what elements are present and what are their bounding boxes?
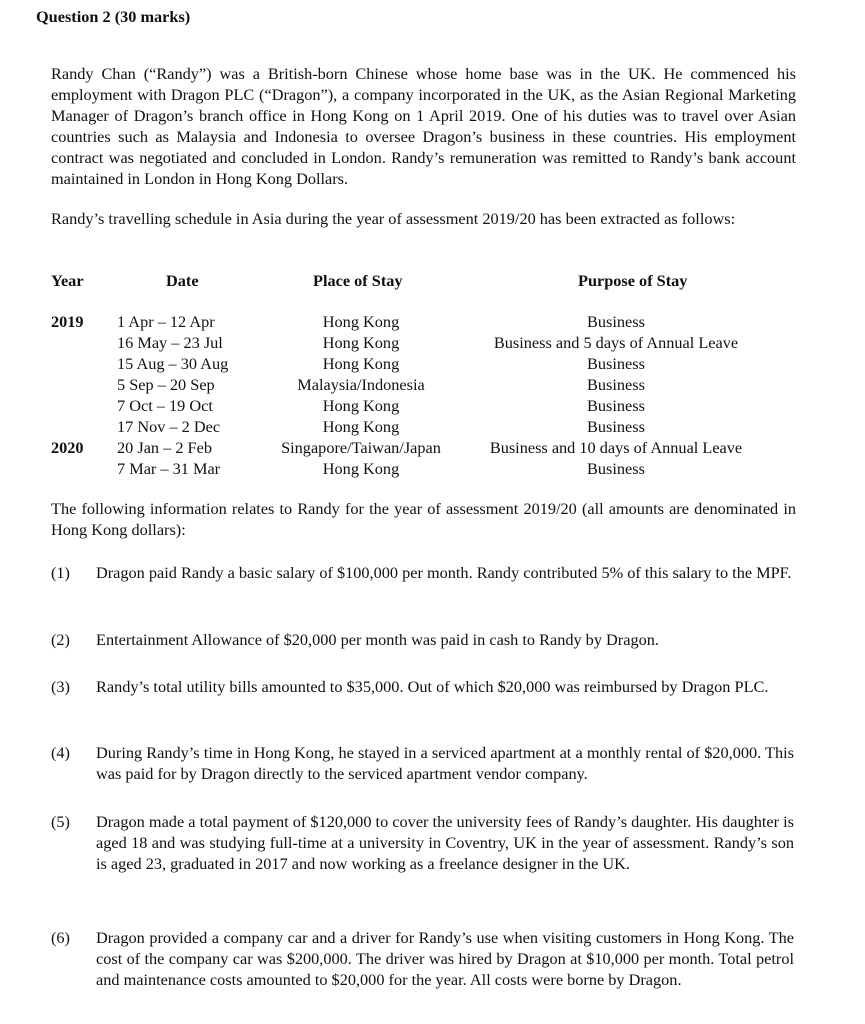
item-number: (1) (51, 563, 70, 582)
row-place: Hong Kong (322, 333, 400, 352)
row-purpose: Business (587, 312, 645, 331)
row-purpose: Business (587, 459, 645, 478)
item-text: During Randy’s time in Hong Kong, he stayed in a serviced apartment at a monthly rental of $20,000. This was paid for by Dragon directly to the serviced apartment vendor company. (96, 743, 794, 783)
table-row (0, 395, 865, 416)
item-text: Dragon provided a company car and a driver for Randy’s use when visiting customers in Hong Kong. The cost of the company car was $200,000. The driver was hired by Dragon at $10,000 per month. Total petrol and maintenance costs amounted to $20,000 for the year. All costs were borne by Dragon. (96, 928, 794, 989)
table-row (0, 374, 865, 395)
item-text: Entertainment Allowance of $20,000 per month was paid in cash to Randy by Dragon. (96, 630, 659, 649)
item-number: (4) (51, 743, 70, 762)
schedule-intro-paragraph: Randy’s travelling schedule in Asia during the year of assessment 2019/20 has been extracted as follows: (51, 209, 736, 228)
question-heading: Question 2 (30 marks) (36, 7, 191, 26)
row-date: 1 Apr – 12 Apr (117, 312, 215, 331)
row-place: Hong Kong (322, 354, 400, 373)
table-row (0, 458, 865, 479)
header-purpose: Purpose of Stay (578, 271, 688, 290)
row-purpose: Business (587, 396, 645, 415)
row-date: 15 Aug – 30 Aug (117, 354, 229, 373)
intro-paragraph: Randy Chan (“Randy”) was a British-born Chinese whose home base was in the UK. He commenced his employment with Dragon PLC (“Dragon”), a company incorporated in the UK, as the Asian Regional Marketing Manager of Dragon’s branch office in Hong Kong on 1 April 2019. One of his duties was to travel over Asian countries such as Malaysia and Indonesia to oversee Dragon’s business in these countries. His employment contract was negotiated and concluded in London. Randy’s remuneration was remitted to Randy’s bank account maintained in London in Hong Kong Dollars. (51, 64, 796, 188)
item-number: (3) (51, 677, 70, 696)
item-text: Randy’s total utility bills amounted to $35,000. Out of which $20,000 was reimbursed by Dragon PLC. (96, 677, 769, 696)
row-date: 7 Oct – 19 Oct (117, 396, 213, 415)
info-intro-paragraph: The following information relates to Randy for the year of assessment 2019/20 (all amounts are denominated in Hong Kong dollars): (51, 499, 796, 539)
row-place: Hong Kong (322, 417, 400, 436)
header-place: Place of Stay (313, 271, 403, 290)
row-date: 20 Jan – 2 Feb (117, 438, 212, 457)
header-date: Date (166, 271, 199, 290)
header-year: Year (51, 271, 84, 290)
row-date: 7 Mar – 31 Mar (117, 459, 221, 478)
row-date: 17 Nov – 2 Dec (117, 417, 221, 436)
row-year: 2019 (51, 312, 84, 331)
table-row (0, 416, 865, 437)
row-place: Hong Kong (322, 312, 400, 331)
table-row (0, 437, 865, 458)
item-text: Dragon made a total payment of $120,000 to cover the university fees of Randy’s daughter. His daughter is aged 18 and was studying full-time at a university in Coventry, UK in the year of assessment. Randy’s son is aged 23, graduated in 2017 and now working as a freelance designer in the UK. (96, 812, 794, 873)
item-number: (5) (51, 812, 70, 831)
item-text: Dragon paid Randy a basic salary of $100,000 per month. Randy contributed 5% of this salary to the MPF. (96, 563, 792, 582)
row-place: Malaysia/Indonesia (297, 375, 425, 394)
table-row (0, 311, 865, 332)
item-number: (6) (51, 928, 70, 947)
row-year: 2020 (51, 438, 84, 457)
row-purpose: Business (587, 354, 645, 373)
row-purpose: Business (587, 375, 645, 394)
row-purpose: Business and 10 days of Annual Leave (489, 438, 743, 457)
row-date: 16 May – 23 Jul (117, 333, 223, 352)
row-place: Singapore/Taiwan/Japan (281, 438, 441, 457)
item-number: (2) (51, 630, 70, 649)
row-place: Hong Kong (322, 459, 400, 478)
table-row (0, 332, 865, 353)
table-row (0, 353, 865, 374)
row-purpose: Business and 5 days of Annual Leave (493, 333, 739, 352)
row-date: 5 Sep – 20 Sep (117, 375, 215, 394)
row-purpose: Business (587, 417, 645, 436)
row-place: Hong Kong (322, 396, 400, 415)
